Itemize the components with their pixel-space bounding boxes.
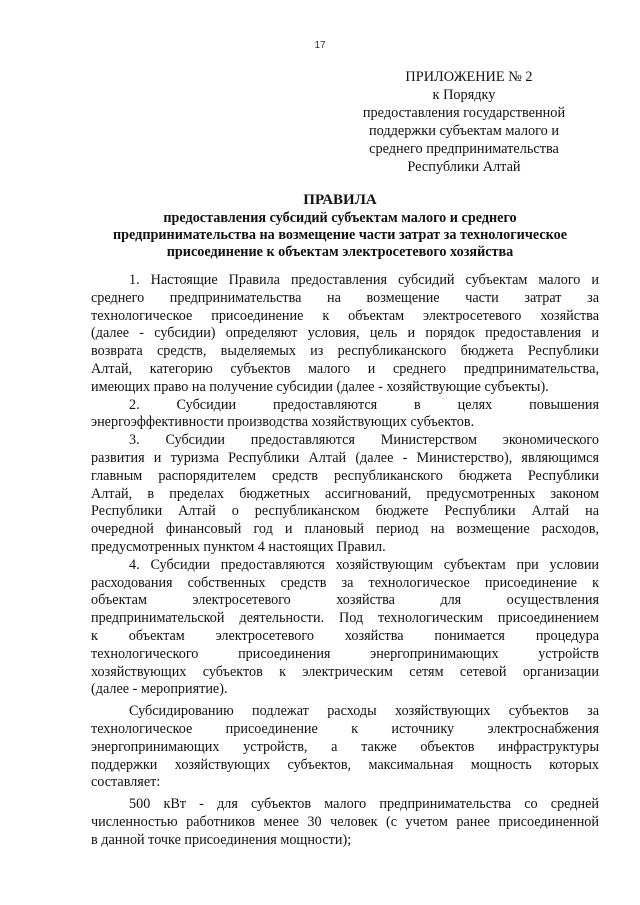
text-line: технологическое присоединение к объектам электросетевого хозяйства (91, 307, 599, 324)
text-line: 3. Субсидии предоставляются Министерством экономического (129, 432, 599, 449)
paragraph-4 (91, 557, 599, 699)
text-line: предусмотренных пунктом 4 настоящих Правил. (91, 538, 386, 555)
paragraph-2 (91, 397, 599, 433)
text-line: 4. Субсидии предоставляются хозяйствующим субъектам при условии (129, 556, 599, 573)
appendix-header (328, 68, 600, 176)
text-line: 1. Настоящие Правила предоставления субсидий субъектам малого и (129, 272, 599, 288)
appendix-title: ПРИЛОЖЕНИЕ № 2 (405, 69, 533, 85)
appendix-line: к Порядку (432, 87, 496, 103)
text-line: хозяйствующих субъектов к электрическим сетям сетевой организации (91, 663, 599, 680)
text-line: среднего предпринимательства на возмещение части затрат за (91, 289, 599, 306)
appendix-line: Республики Алтай (407, 159, 521, 175)
text-line: главным распорядителем средств республиканского бюджета Республики (91, 467, 599, 484)
text-line: технологического присоединения энергопринимающих устройств (91, 645, 599, 662)
text-line: Республики Алтай о республиканском бюджете Республики Алтай на (91, 503, 599, 520)
document-title: ПРАВИЛА (303, 192, 377, 208)
text-line: объектам электросетевого хозяйства для осуществления (91, 592, 599, 609)
text-line: численностью работников менее 30 человек (с учетом ранее присоединенной (91, 813, 599, 830)
text-line: (далее - мероприятие). (91, 681, 228, 698)
document-subtitle-line: предпринимательства на возмещение части затрат за технологическое (112, 227, 568, 244)
document-subtitle-line: предоставления субсидий субъектам малого и среднего (163, 210, 517, 226)
text-line: очередной финансовый год и плановый период на возмещение расходов, (91, 521, 599, 538)
text-line: 2. Субсидии предоставляются в целях повышения (129, 396, 599, 413)
text-line: Алтай, в пределах бюджетных ассигнований, предусмотренных законом (91, 485, 599, 502)
text-line: поддержки хозяйствующих субъектов, максимальная мощность которых (91, 756, 599, 773)
text-line: энергоэффективности производства хозяйствующих субъектов. (91, 414, 475, 431)
text-line: Субсидированию подлежат расходы хозяйствующих субъектов за (129, 703, 599, 720)
paragraph-1 (91, 272, 599, 397)
document-title-block (60, 191, 620, 262)
appendix-line: поддержки субъектам малого и (369, 123, 559, 139)
text-line: расходования собственных средств за технологическое присоединение к (91, 574, 599, 591)
text-line: к объектам электросетевого хозяйства понимается процедура (91, 627, 599, 644)
text-line: составляет: (91, 774, 161, 791)
paragraph-6 (91, 796, 599, 849)
text-line: развития и туризма Республики Алтай (далее - Министерство), являющимся (91, 449, 599, 466)
appendix-line: предоставления государственной (362, 105, 566, 121)
document-body (91, 272, 599, 850)
text-line: энергопринимающих устройств, а также объектов инфраструктуры (91, 738, 599, 755)
paragraph-5 (91, 703, 599, 792)
text-line: 500 кВт - для субъектов малого предпринимательства со средней (129, 796, 599, 813)
document-subtitle-line: присоединение к объектам электросетевого хозяйства (166, 244, 514, 261)
page-number: 17 (314, 40, 326, 51)
appendix-line: среднего предпринимательства (369, 141, 559, 157)
text-line: предпринимательской деятельности. Под технологическим присоединением (91, 610, 599, 627)
text-line: технологическое присоединение к источнику электроснабжения (91, 720, 599, 737)
text-line: в данной точке присоединения мощности); (91, 831, 352, 848)
text-line: имеющих право на получение субсидии (далее - хозяйствующие субъекты). (91, 378, 549, 395)
text-line: Алтай, категорию субъектов малого и среднего предпринимательства, (91, 360, 599, 377)
text-line: (далее - субсидии) определяют условия, цель и порядок предоставления и (91, 325, 599, 342)
paragraph-3 (91, 432, 599, 557)
text-line: возврата средств, выделяемых из республиканского бюджета Республики (91, 343, 599, 360)
